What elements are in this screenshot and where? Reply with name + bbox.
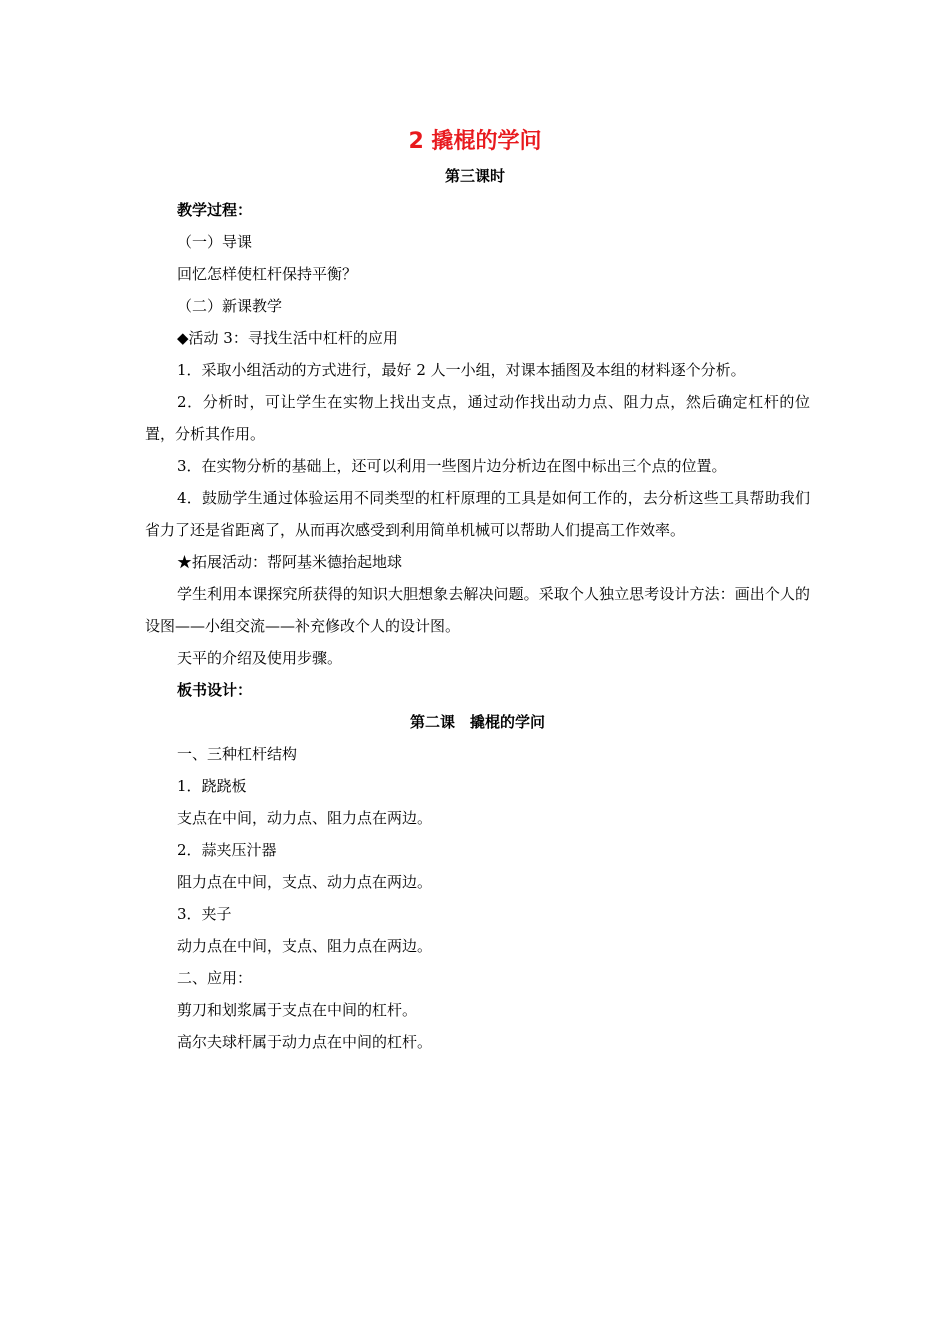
board-title: 第二课 撬棍的学问	[409, 713, 545, 731]
item-2-desc: 阻力点在中间，支点、动力点在两边。	[177, 873, 433, 891]
item-3: 3．夹子	[177, 905, 232, 923]
application-heading: 二、应用：	[177, 969, 253, 987]
intro-heading: （一）导课	[177, 233, 253, 251]
document-subtitle: 第三课时	[444, 167, 505, 185]
item-3-desc: 动力点在中间，支点、阻力点在两边。	[177, 937, 433, 955]
application-1: 剪刀和划浆属于支点在中间的杠杆。	[177, 1001, 418, 1019]
document-title: 2 撬棍的学问	[408, 129, 542, 154]
extension-text: 学生利用本课探究所获得的知识大胆想象去解决问题。采取个人独立思考设计方法：画出个人的设图——小组交流——补充修改个人的设计图。	[145, 585, 810, 635]
step-2: 2．分析时，可让学生在实物上找出支点，通过动作找出动力点、阻力点，然后确定杠杆的位置，分析其作用。	[145, 393, 810, 443]
intro-text: 回忆怎样使杠杆保持平衡？	[177, 265, 358, 283]
application-2: 高尔夫球杆属于动力点在中间的杠杆。	[177, 1033, 433, 1051]
activity3-heading: ◆活动 3：寻找生活中杠杆的应用	[177, 329, 398, 347]
step-3: 3．在实物分析的基础上，还可以利用一些图片边分析边在图中标出三个点的位置。	[177, 457, 727, 475]
step-4: 4．鼓励学生通过体验运用不同类型的杠杆原理的工具是如何工作的，去分析这些工具帮助我们省力了还是省距离了，从而再次感受到利用简单机械可以帮助人们提高工作效率。	[145, 489, 810, 539]
extension-heading: ★拓展活动：帮阿基米德抬起地球	[177, 553, 403, 571]
board-design-heading: 板书设计：	[177, 681, 253, 699]
new-lesson-heading: （二）新课教学	[177, 297, 283, 315]
step-1: 1．采取小组活动的方式进行，最好 2 人一小组，对课本插图及本组的材料逐个分析。	[177, 361, 746, 379]
lever-types-heading: 一、三种杠杆结构	[177, 745, 298, 763]
item-1: 1．跷跷板	[177, 777, 247, 795]
balance-text: 天平的介绍及使用步骤。	[177, 649, 343, 667]
item-1-desc: 支点在中间，动力点、阻力点在两边。	[177, 809, 433, 827]
document-body	[145, 194, 810, 1058]
item-2: 2．蒜夹压汁器	[177, 841, 277, 859]
section-process-heading: 教学过程：	[177, 201, 253, 219]
